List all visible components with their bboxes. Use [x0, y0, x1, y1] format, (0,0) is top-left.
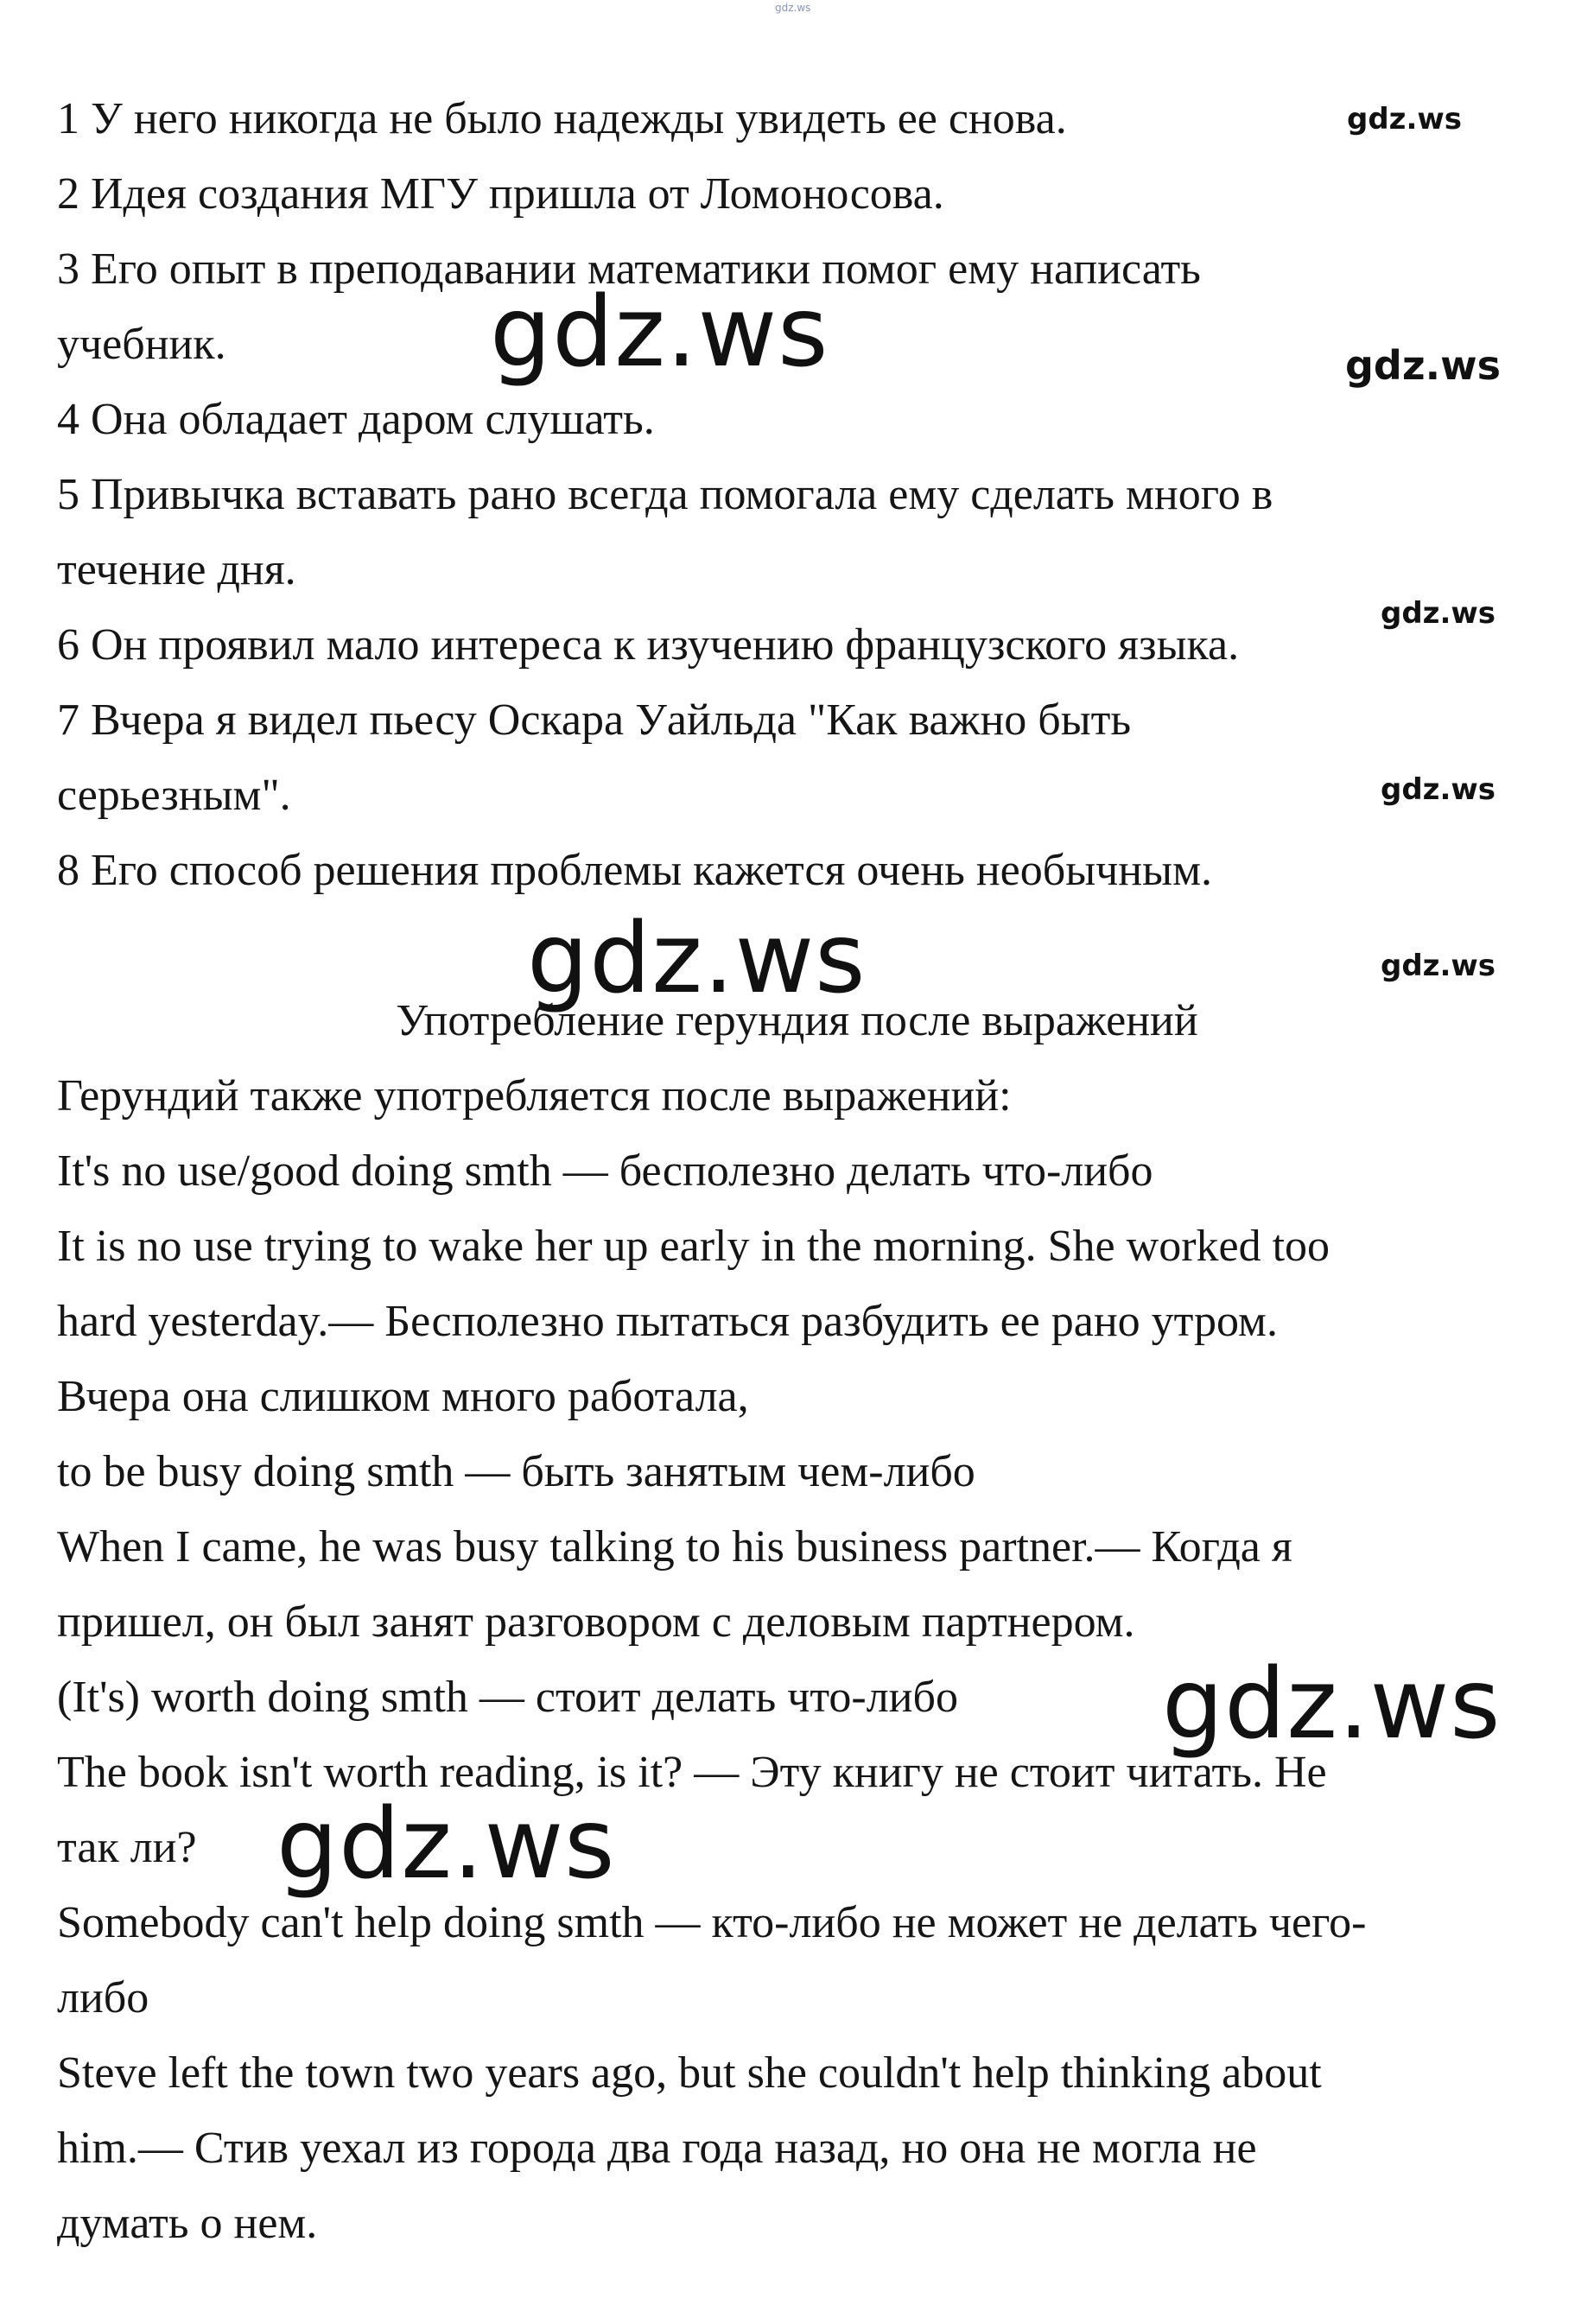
watermark-small: gdz.ws	[1347, 102, 1463, 137]
sentence-line: учебник.	[57, 320, 226, 369]
body-line: думать о нем.	[57, 2199, 318, 2248]
sentence-line: 8 Его способ решения проблемы кажется очень необычным.	[57, 846, 1212, 895]
watermark-large: gdz.ws	[527, 903, 867, 1015]
section-heading: Употребление герундия после выражений	[396, 996, 1198, 1045]
sentence-line: 7 Вчера я видел пьесу Оскара Уайльда "Как важно быть	[57, 695, 1132, 745]
body-line: либо	[57, 1973, 149, 2022]
body-line: Вчера она слишком много работала,	[57, 1372, 749, 1421]
watermark-small: gdz.ws	[1381, 949, 1496, 983]
body-line: так ли?	[57, 1823, 197, 1872]
sentence-line: 1 У него никогда не было надежды увидеть ее снова.	[57, 94, 1067, 143]
sentence-line: 3 Его опыт в преподавании математики помог ему написать	[57, 244, 1201, 294]
body-line: to be busy doing smth — быть занятым чем-либо	[57, 1447, 975, 1496]
body-line: Steve left the town two years ago, but she couldn't help thinking about	[57, 2048, 1322, 2098]
body-line: Герундий также употребляется после выражений:	[57, 1071, 1012, 1121]
body-line: пришел, он был занят разговором с деловым партнером.	[57, 1597, 1135, 1647]
body-line: (It's) worth doing smth — стоит делать что-либо	[57, 1673, 958, 1722]
body-line: him.— Стив уехал из города два года назад, но она не могла не	[57, 2124, 1257, 2173]
sentence-line: течение дня.	[57, 545, 296, 594]
watermark-large: gdz.ws	[1162, 1648, 1502, 1761]
body-line: It is no use trying to wake her up early in the morning. She worked too	[57, 1222, 1330, 1271]
watermark-mid: gdz.ws	[1345, 342, 1501, 389]
sentence-line: 5 Привычка вставать рано всегда помогала ему сделать много в	[57, 470, 1273, 519]
watermark-small: gdz.ws	[1381, 772, 1496, 807]
body-line: When I came, he was busy talking to his business partner.— Когда я	[57, 1522, 1292, 1572]
watermark-tiny: gdz.ws	[775, 2, 811, 14]
watermark-large: gdz.ws	[276, 1788, 616, 1901]
body-line: Somebody can't help doing smth — кто-либо не может не делать чего-	[57, 1898, 1367, 1947]
body-line: hard yesterday.— Бесполезно пытаться разбудить ее рано утром.	[57, 1297, 1278, 1346]
sentence-line: 4 Она обладает даром слушать.	[57, 395, 655, 444]
sentence-line: 2 Идея создания МГУ пришла от Ломоносова.	[57, 169, 944, 219]
body-line: The book isn't worth reading, is it? — Эту книгу не стоит читать. Не	[57, 1748, 1327, 1797]
watermark-small: gdz.ws	[1381, 596, 1496, 631]
sentence-line: 6 Он проявил мало интереса к изучению французского языка.	[57, 620, 1240, 670]
body-line: It's no use/good doing smth — бесполезно делать что-либо	[57, 1146, 1153, 1196]
watermark-large: gdz.ws	[490, 276, 829, 389]
sentence-line: серьезным".	[57, 771, 291, 820]
